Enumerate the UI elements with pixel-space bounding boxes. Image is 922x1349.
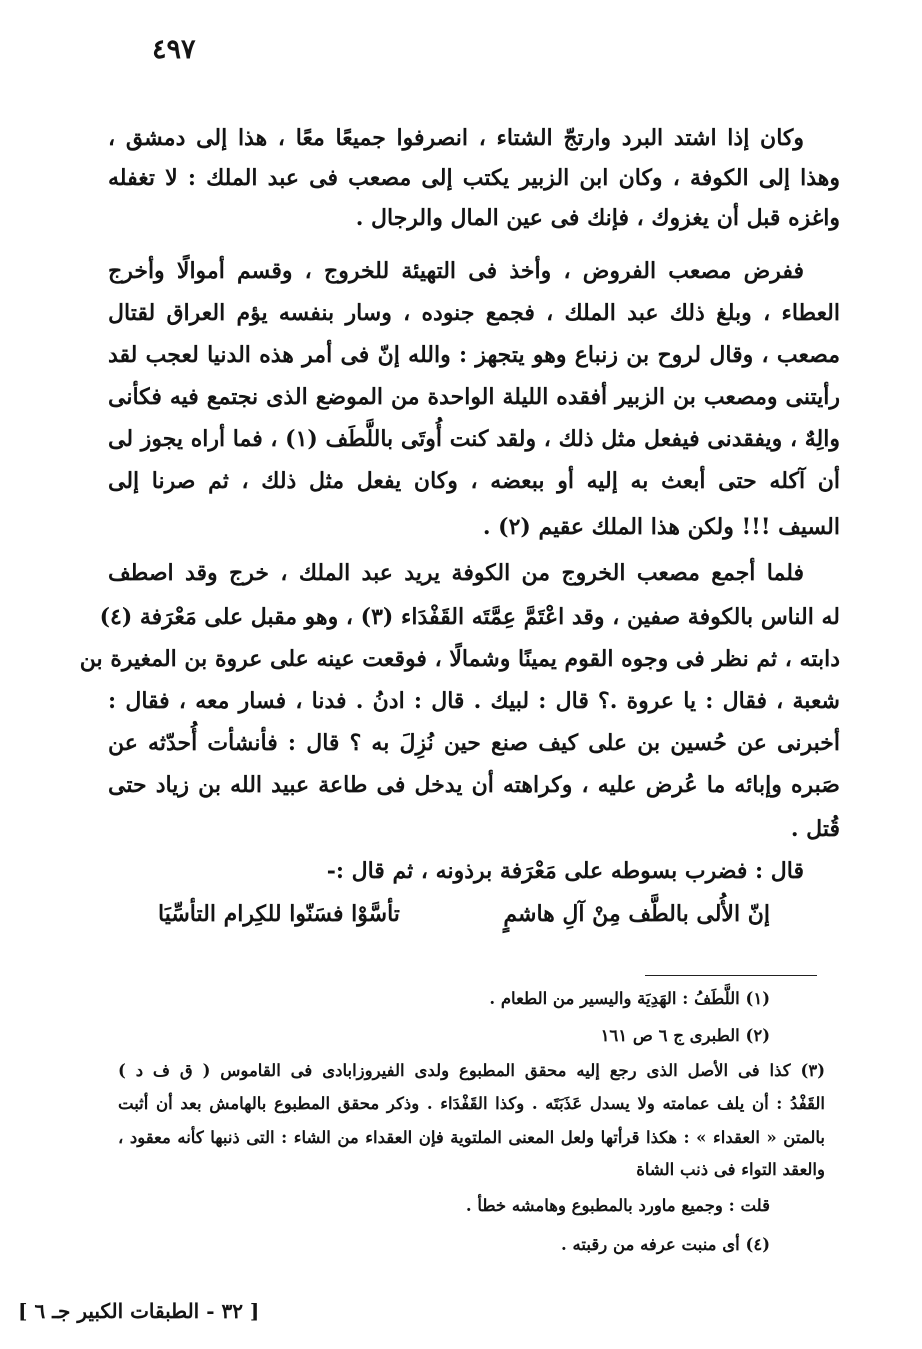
- text-line: له الناس بالكوفة صفين ، وقد اعْتَمَّ عِمَّتَه القَفْدَاء (٣) ، وهو مقبل على مَعْرَفة (٤): [99, 604, 840, 630]
- text-line: قال : فضرب بسوطه على مَعْرَفة برذونه ، ثم قال :-: [326, 858, 804, 884]
- footnote-note: قلت : وجميع ماورد بالمطبوع وهامشه خطأ .: [465, 1196, 770, 1215]
- main-text: [79, 118, 840, 884]
- footnote-2: (٢) الطبرى ج ٦ ص ١٦١: [600, 1026, 770, 1045]
- text-line: والِهٌ ، ويفقدنى فيفعل مثل ذلك ، ولقد كنت أُوتَى باللَّطَف (١) ، فما أراه يجوز لى: [108, 426, 840, 452]
- text-line: السيف !!! ولكن هذا الملك عقيم (٢) .: [482, 514, 840, 540]
- footnote-3-continued: بالمتن « العقداء » : هكذا قرأتها ولعل المعنى الملتوية فإن العقداء من الشاء : التى ذنبها كأنه معقود ،: [118, 1128, 825, 1147]
- footnote-3-continued: القَفْدُ : أن يلف عمامته ولا يسدل عَذَبَتَه . وكذا القَفْدَاء . وذكر محقق المطبوع بالهامش بعد أن أثبت: [118, 1094, 825, 1113]
- footnote-3: (٣) كذا فى الأصل الذى رجع إليه محقق المطبوع ولدى الفيروزابادى فى القاموس ( ق ف د ): [118, 1061, 825, 1080]
- verse-first-hemistich: إنّ الأُلى بالطَّف مِنْ آلِ هاشمٍ: [503, 901, 770, 927]
- footnote-separator: [645, 975, 817, 976]
- text-line: رأيتنى ومصعب بن الزبير أفقده الليلة الواحدة من الموضع الذى نجتمع فيه فكأنى: [108, 384, 840, 410]
- text-line: شعبة ، فقال : يا عروة .؟ قال : لبيك . قال : ادنُ . فدنا ، فسار معه ، فقال :: [108, 688, 840, 714]
- text-line: مصعب ، وقال لروح بن زنباع وهو يتجهز : والله إنّ فى أمر هذه الدنيا لعجب لقد: [108, 342, 840, 368]
- text-line: أن آكله حتى أبعث به إليه أو ببعضه ، وكان يفعل مثل ذلك ، ثم صرنا إلى: [108, 468, 840, 494]
- text-line: قُتل .: [790, 816, 840, 842]
- text-line: ففرض مصعب الفروض ، وأخذ فى التهيئة للخروج ، وقسم أموالًا وأخرج: [108, 258, 804, 284]
- text-line: أخبرنى عن حُسين بن على كيف صنع حين نُزِلَ به ؟ قال : فأنشأت أُحدّثه عن: [108, 730, 840, 756]
- text-line: واغزه قبل أن يغزوك ، فإنك فى عين المال والرجال .: [355, 205, 840, 231]
- text-line: وكان إذا اشتد البرد وارتجّ الشتاء ، انصرفوا جميعًا معًا ، هذا إلى دمشق ،: [108, 125, 804, 151]
- text-line: دابته ، ثم نظر فى وجوه القوم يمينًا وشمالًا ، فوقعت عينه على عروة بن المغيرة بن: [79, 646, 840, 672]
- text-line: صَبره وإبائه ما عُرض عليه ، وكراهته أن يدخل فى طاعة عبيد الله بن زياد حتى: [108, 772, 840, 798]
- page-number: ٤٩٧: [152, 34, 196, 65]
- running-footer: [ ٣٢ - الطبقات الكبير جـ ٦ ]: [18, 1299, 260, 1323]
- footnote-3-continued: والعقد التواء فى ذنب الشاة: [636, 1160, 825, 1179]
- footnote-1: (١) اللَّطَفُ : الهَدِيَة واليسير من الطعام .: [489, 989, 770, 1008]
- text-line: وهذا إلى الكوفة ، وكان ابن الزبير يكتب إلى مصعب فى عبد الملك : لا تغفله: [108, 165, 840, 191]
- text-line: فلما أجمع مصعب الخروج من الكوفة يريد عبد الملك ، خرج وقد اصطف: [108, 560, 804, 586]
- verse-second-hemistich: تأسَّوْا فسَنّوا للكِرام التأسِّيَا: [158, 901, 400, 927]
- footnote-4: (٤) أى منبت عرفه من رقبته .: [561, 1235, 770, 1254]
- text-line: العطاء ، وبلغ ذلك عبد الملك ، فجمع جنوده ، وسار بنفسه يؤم العراق لقتال: [108, 300, 840, 326]
